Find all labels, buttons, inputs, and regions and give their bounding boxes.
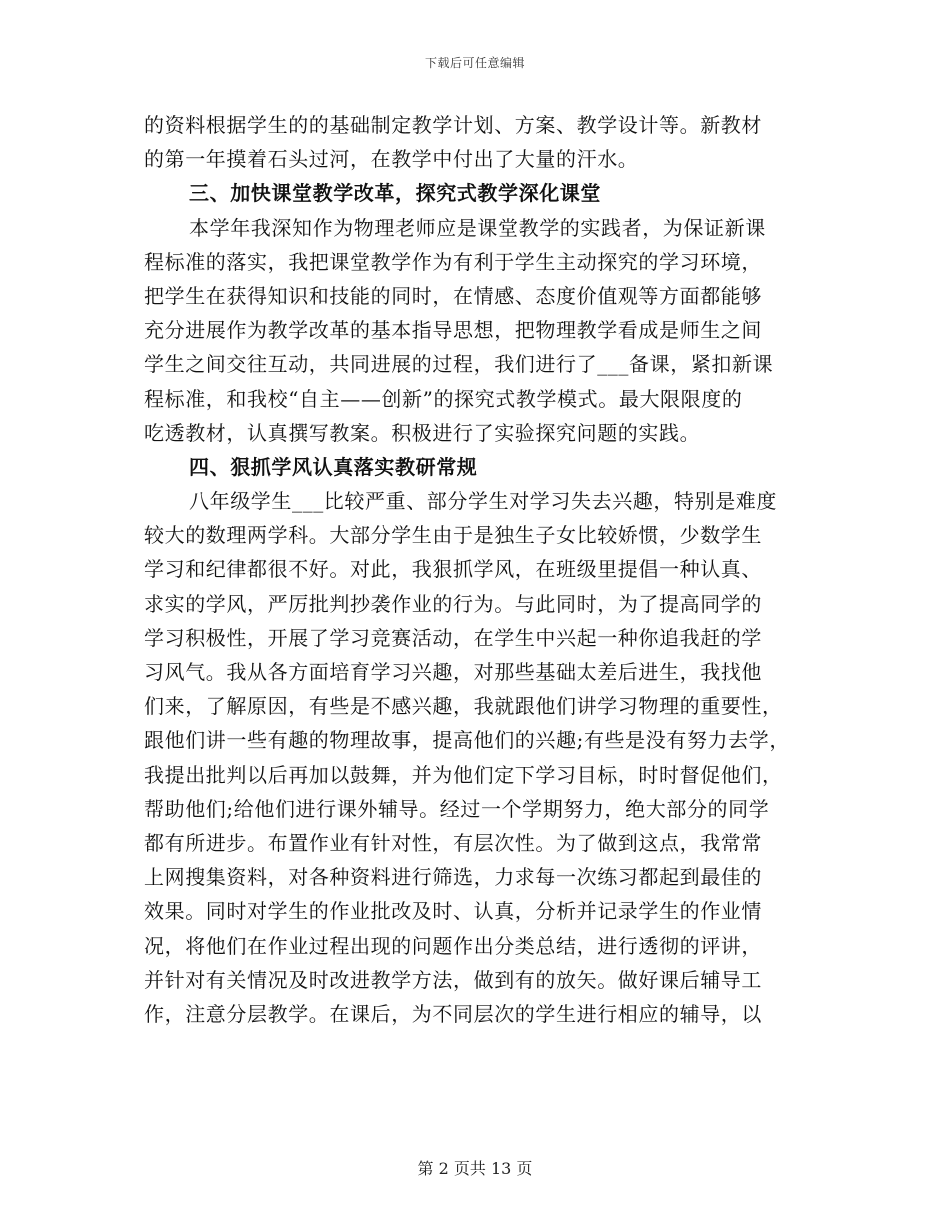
body-line: 并针对有关情况及时改进教学方法，做到有的放矢。做好课后辅导工 (144, 967, 762, 992)
body-line: 学生之间交往互动，共同进展的过程，我们进行了___备课，紧扣新课 (144, 352, 774, 377)
body-line: 习风气。我从各方面培育学习兴趣，对那些基础太差后进生，我找他 (144, 660, 762, 684)
page-header: 下载后可任意编辑 (424, 56, 525, 70)
body-line: 程标准，和我校“自主——创新”的探究式教学模式。最大限限度的 (144, 386, 743, 411)
body-line: 学习和纪律都很不好。对此，我狠抓学风，在班级里提倡一种认真、 (144, 557, 762, 582)
body-line: 较大的数理两学科。大部分学生由于是独生子女比较娇惯，少数学生 (144, 523, 762, 548)
section-heading-3: 三、加快课堂教学改革，探究式教学深化课堂 (189, 181, 601, 206)
body-line: 充分进展作为教学改革的基本指导思想，把物理教学看成是师生之间 (144, 318, 762, 343)
body-line: 求实的学风，严厉批判抄袭作业的行为。与此同时，为了提高同学的 (144, 591, 762, 616)
body-line: 我提出批判以后再加以鼓舞，并为他们定下学习目标，时时督促他们， (144, 762, 783, 787)
page-footer: 第 2 页共 13 页 (417, 1159, 533, 1178)
body-line: 上网搜集资料，对各种资料进行筛选，力求每一次练习都起到最佳的 (144, 865, 762, 890)
section-heading-4: 四、狠抓学风认真落实教研常规 (189, 454, 478, 479)
body-line: 况，将他们在作业过程出现的问题作出分类总结，进行透彻的评讲， (144, 933, 762, 958)
body-line: 把学生在获得知识和技能的同时，在情感、态度价值观等方面都能够 (144, 283, 762, 308)
body-line: 程标准的落实，我把课堂教学作为有利于学生主动探究的学习环境， (144, 249, 762, 274)
body-line: 效果。同时对学生的作业批改及时、认真，分析并记录学生的作业情 (144, 899, 762, 924)
body-line: 吃透教材，认真撰写教案。积极进行了实验探究问题的实践。 (144, 420, 701, 445)
body-line: 跟他们讲一些有趣的物理故事，提高他们的兴趣;有些是没有努力去学， (144, 728, 790, 753)
body-line: 作，注意分层教学。在课后，为不同层次的学生进行相应的辅导，以 (144, 1001, 762, 1026)
paragraph-first-line: 八年级学生___比较严重、部分学生对学习失去兴趣，特别是难度 (189, 489, 777, 514)
body-line: 都有所进步。布置作业有针对性，有层次性。为了做到这点，我常常 (144, 830, 762, 855)
document-body (144, 108, 816, 1031)
body-line: 的资料根据学生的的基础制定教学计划、方案、教学设计等。新教材 (144, 113, 762, 137)
paragraph-first-line: 本学年我深知作为物理老师应是课堂教学的实践者，为保证新课 (189, 215, 766, 240)
body-line: 们来，了解原因，有些是不感兴趣，我就跟他们讲学习物理的重要性， (144, 694, 783, 719)
body-line: 学习积极性，开展了学习竞赛活动，在学生中兴起一种你追我赶的学 (144, 625, 762, 650)
body-line: 帮助他们;给他们进行课外辅导。经过一个学期努力，绝大部分的同学 (144, 796, 770, 821)
body-line: 的第一年摸着石头过河，在教学中付出了大量的汗水。 (144, 147, 639, 172)
